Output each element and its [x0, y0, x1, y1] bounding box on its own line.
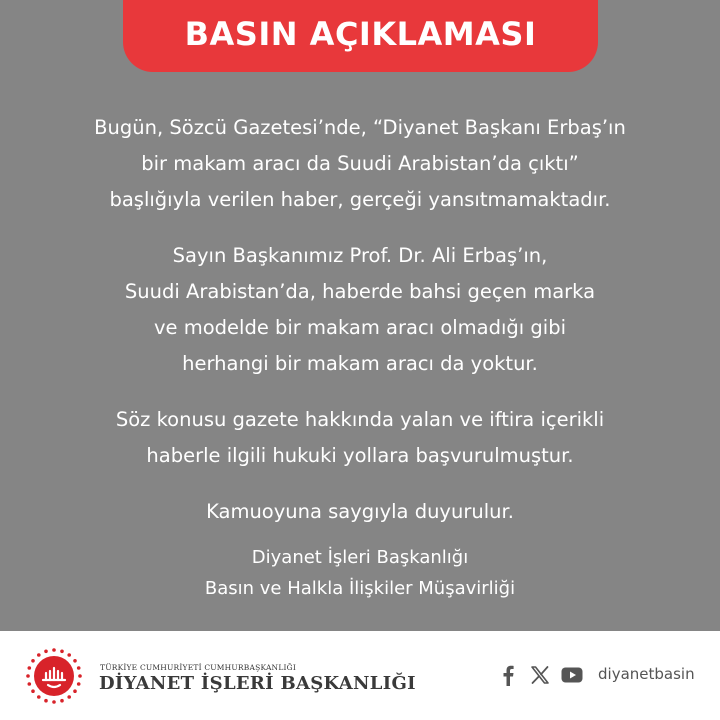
signature-line: Basın ve Halkla İlişkiler Müşavirliği [204, 578, 516, 599]
page-title: BASIN AÇIKLAMASI [184, 15, 537, 53]
x-icon[interactable] [528, 662, 552, 688]
text-line: Bugün, Sözcü Gazetesi’nde, “Diyanet Başkanı Erbaş’ın [94, 116, 626, 139]
text-line: haberle ilgili hukuki yollara başvurulmuştur. [146, 444, 574, 467]
paragraph [0, 110, 720, 218]
signature-line: Diyanet İşleri Başkanlığı [251, 547, 469, 568]
text-line: herhangi bir makam aracı da yoktur. [182, 352, 538, 375]
footer [0, 631, 720, 720]
closing-line: Kamuoyuna saygıyla duyurulur. [206, 500, 514, 523]
text-line: ve modelde bir makam aracı olmadığı gibi [153, 316, 566, 339]
paragraph [0, 402, 720, 474]
youtube-icon[interactable] [560, 662, 584, 688]
paragraph [0, 238, 720, 382]
statement-body [0, 110, 720, 604]
header-banner [123, 0, 598, 72]
text-line: Söz konusu gazete hakkında yalan ve iftira içerikli [115, 408, 605, 431]
text-line: Suudi Arabistan’da, haberde bahsi geçen marka [124, 280, 596, 303]
facebook-icon[interactable] [499, 662, 517, 688]
signature [0, 542, 720, 604]
logo-title: DİYANET İŞLERİ BAŞKANLIĞI [99, 673, 416, 694]
social-handle[interactable]: diyanetbasin [598, 665, 695, 683]
text-line: başlığıyla verilen haber, gerçeği yansıtmamaktadır. [109, 188, 611, 211]
text-line: Sayın Başkanımız Prof. Dr. Ali Erbaş’ın, [172, 244, 548, 267]
text-line: bir makam aracı da Suudi Arabistan’da çıktı” [141, 152, 579, 175]
logo-subtitle: TÜRKİYE CUMHURİYETİ CUMHURBAŞKANLIĞI [100, 663, 297, 672]
diyanet-emblem-icon [25, 647, 83, 705]
